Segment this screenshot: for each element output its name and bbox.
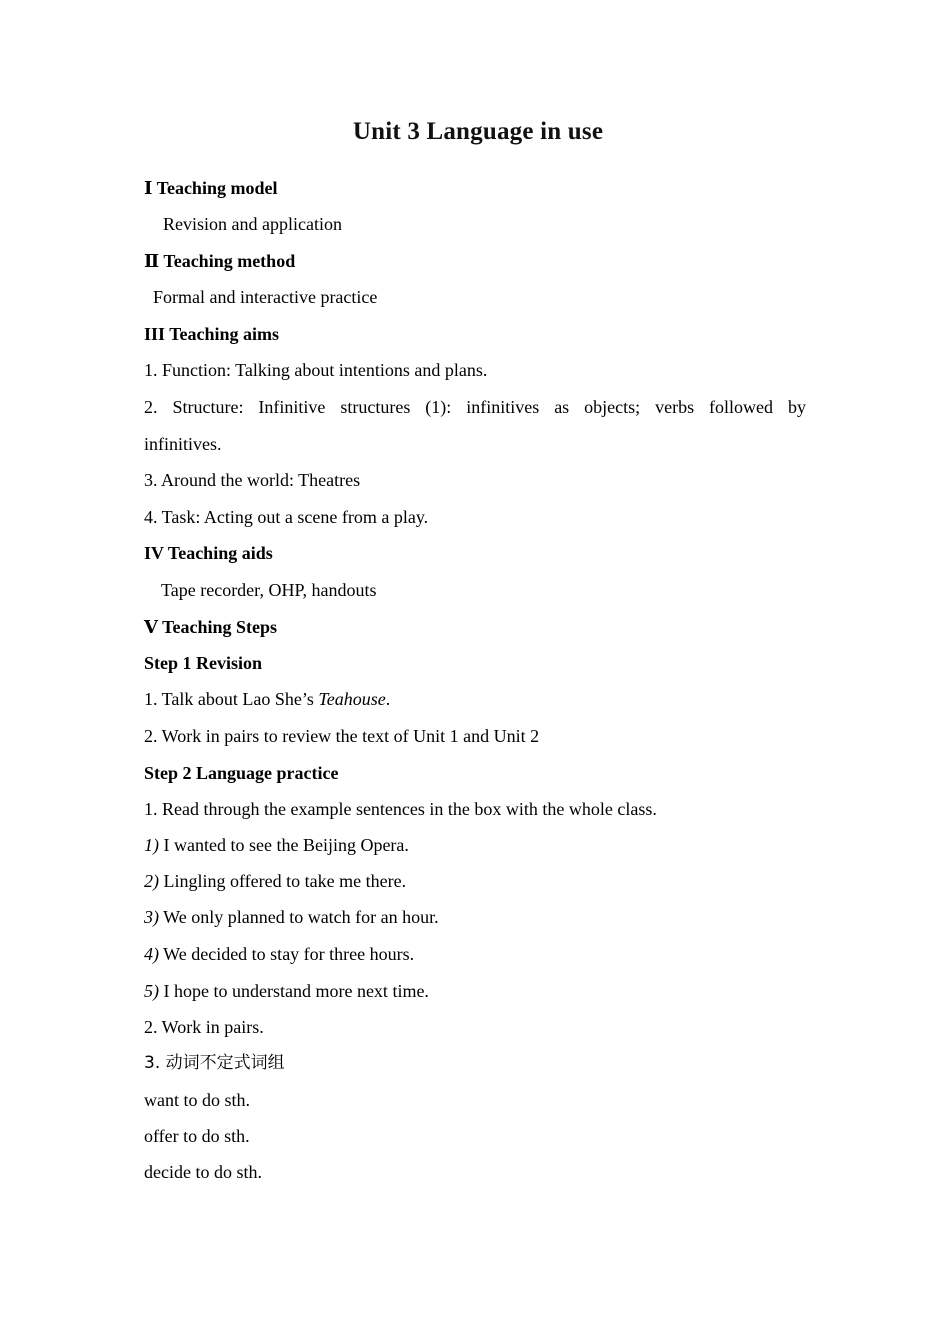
- step1-heading: Step 1 Revision: [144, 653, 263, 673]
- step2-heading: Step 2 Language practice: [144, 763, 339, 783]
- aim-item-2: 2. Structure: Infinitive structures (1): infinitives as objects; verbs followed by: [144, 397, 806, 417]
- example-sentence-5: [144, 980, 429, 1002]
- example-sentence-2: [144, 870, 406, 892]
- example-text: I wanted to see the Beijing Opera.: [159, 835, 409, 855]
- step1-item-1-prefix: 1. Talk about Lao She’s: [144, 689, 319, 709]
- step2-item-1: 1. Read through the example sentences in the box with the whole class.: [144, 799, 657, 819]
- example-number: 5): [144, 981, 159, 1001]
- example-text: We decided to stay for three hours.: [159, 944, 415, 964]
- example-number: 3): [144, 907, 159, 927]
- section-teaching-aids-heading: IV Teaching aids: [144, 543, 273, 563]
- phrase-1: want to do sth.: [144, 1090, 250, 1110]
- page-title: Unit 3 Language in use: [352, 118, 604, 145]
- section-teaching-method-heading: Ⅱ Teaching method: [144, 251, 296, 271]
- step2-item-3: 3. 动词不定式词组: [144, 1053, 285, 1073]
- step1-item-2: 2. Work in pairs to review the text of Unit 1 and Unit 2: [144, 726, 540, 746]
- section-teaching-steps-heading: Ⅴ Teaching Steps: [144, 617, 278, 637]
- example-text: I hope to understand more next time.: [159, 981, 429, 1001]
- phrase-2: offer to do sth.: [144, 1126, 250, 1146]
- example-sentence-4: [144, 943, 414, 965]
- example-text: Lingling offered to take me there.: [159, 871, 407, 891]
- aim-item-4: 4. Task: Acting out a scene from a play.: [144, 507, 429, 527]
- example-sentence-1: [144, 834, 409, 856]
- step1-item-1-suffix: .: [385, 689, 391, 709]
- example-number: 4): [144, 944, 159, 964]
- section-teaching-method-body: Formal and interactive practice: [153, 287, 378, 307]
- section-teaching-aids-body: Tape recorder, OHP, handouts: [161, 580, 377, 600]
- aim-item-2-continued: infinitives.: [144, 434, 222, 454]
- example-text: We only planned to watch for an hour.: [159, 907, 439, 927]
- step1-item-1: [144, 688, 390, 710]
- step1-item-1-title: Teahouse: [318, 689, 386, 709]
- example-number: 1): [144, 835, 159, 855]
- section-teaching-aims-heading: III Teaching aims: [144, 324, 280, 344]
- aim-item-1: 1. Function: Talking about intentions and plans.: [144, 360, 488, 380]
- example-number: 2): [144, 871, 159, 891]
- example-sentence-3: [144, 906, 439, 928]
- phrase-3: decide to do sth.: [144, 1162, 262, 1182]
- step2-item-2: 2. Work in pairs.: [144, 1017, 264, 1037]
- aim-item-3: 3. Around the world: Theatres: [144, 470, 361, 490]
- section-teaching-model-heading: Ⅰ Teaching model: [144, 178, 278, 198]
- section-teaching-model-body: Revision and application: [163, 214, 342, 234]
